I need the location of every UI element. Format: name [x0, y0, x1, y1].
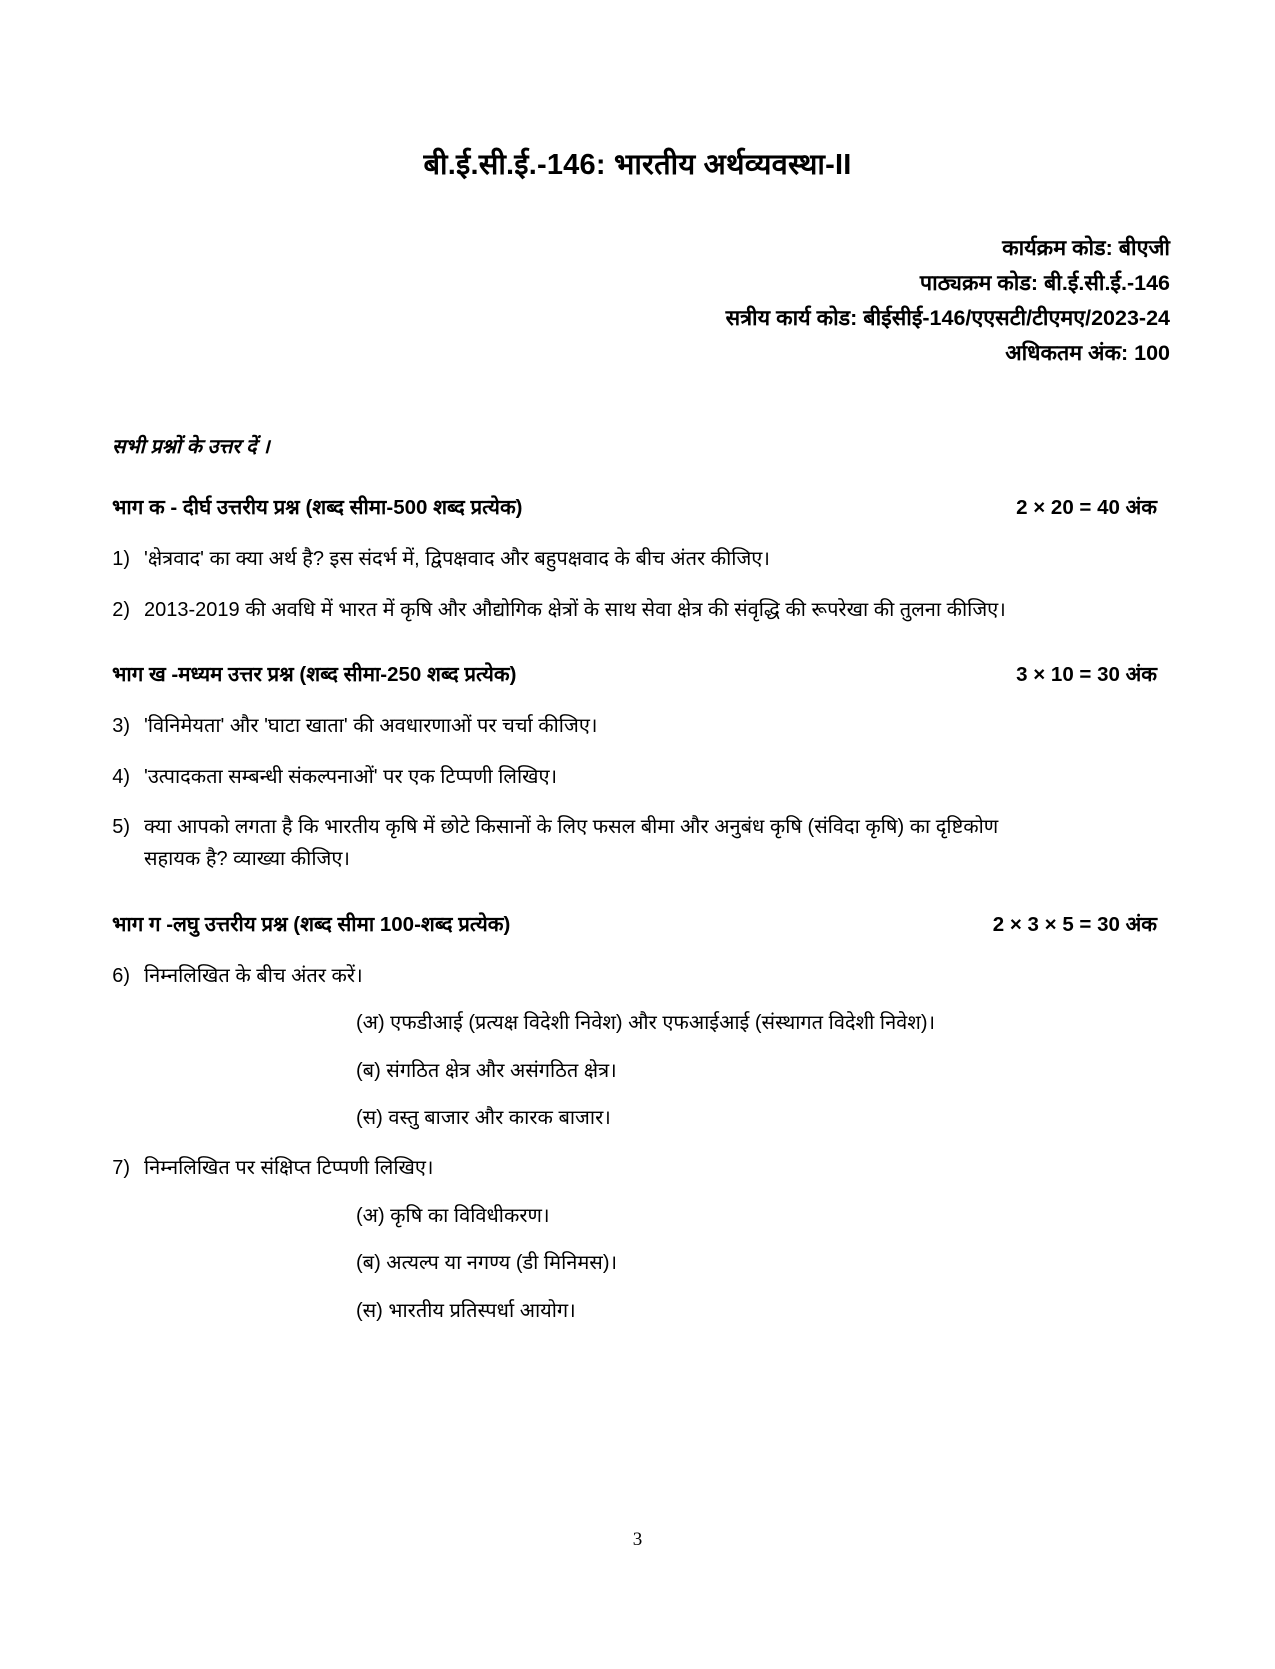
course-code: पाठ्यक्रम कोड: बी.ई.सी.ई.-146 — [919, 270, 1170, 295]
question-subitem: (अ) कृषि का विविधीकरण। — [356, 1204, 550, 1227]
question-item — [100, 543, 1175, 575]
question-number: 4) — [112, 765, 130, 788]
question-text: क्या आपको लगता है कि भारतीय कृषि में छोटे किसानों के लिए फसल बीमा और अनुबंध कृषि (संविदा कृषि) का दृष्टिकोण सहायक है? व्याख्या कीजिए। — [144, 815, 999, 871]
question-subitem: (स) भारतीय प्रतिस्पर्धा आयोग। — [356, 1299, 576, 1322]
section-title-b: भाग ख -मध्यम उत्तर प्रश्न (शब्द सीमा-250 शब्द प्रत्येक) — [112, 663, 517, 687]
section-title-a: भाग क - दीर्घ उत्तरीय प्रश्न (शब्द सीमा-500 शब्द प्रत्येक) — [112, 496, 523, 520]
section-part-a — [100, 493, 1175, 626]
question-number: 2) — [112, 598, 130, 621]
section-part-c — [100, 910, 1175, 1327]
question-text: 'उत्पादकता सम्बन्धी संकल्पनाओं' पर एक टिप्पणी लिखिए। — [144, 765, 558, 788]
question-item — [100, 710, 1175, 742]
section-heading-a — [100, 493, 1175, 521]
section-marks-c: 2 × 3 × 5 = 30 अंक — [992, 912, 1157, 936]
page-number: 3 — [632, 1529, 643, 1551]
question-text: 2013-2019 की अवधि में भारत में कृषि और औद्योगिक क्षेत्रों के साथ सेवा क्षेत्र की संवृद्धि की रूपरेखा की तुलना कीजिए। — [144, 598, 1006, 621]
question-number: 7) — [112, 1157, 130, 1180]
question-subitem: (अ) एफडीआई (प्रत्यक्ष विदेशी निवेश) और एफआईआई (संस्थागत विदेशी निवेश)। — [356, 1012, 936, 1035]
section-heading-c — [100, 910, 1175, 938]
question-subitem: (स) वस्तु बाजार और कारक बाजार। — [356, 1106, 611, 1129]
question-subitem: (ब) अत्यल्प या नगण्य (डी मिनिमस)। — [356, 1252, 618, 1275]
question-text: निम्नलिखित के बीच अंतर करें। — [144, 964, 363, 987]
maximum-marks: अधिकतम अंक: 100 — [1005, 340, 1170, 365]
page-title: बी.ई.सी.ई.-146: भारतीय अर्थव्यवस्था-II — [423, 149, 852, 182]
program-code: कार्यक्रम कोड: बीएजी — [1002, 236, 1170, 261]
section-heading-b — [100, 660, 1175, 688]
question-item — [100, 960, 1175, 992]
general-instruction: सभी प्रश्नों के उत्तर दें । — [112, 436, 270, 459]
question-text: 'विनिमेयता' और 'घाटा खाता' की अवधारणाओं पर चर्चा कीजिए। — [144, 715, 598, 738]
question-list-c — [100, 960, 1175, 1327]
question-item — [100, 594, 1175, 626]
question-number: 1) — [112, 548, 130, 571]
question-number: 5) — [112, 815, 130, 838]
assignment-code: सत्रीय कार्य कोड: बीईसीई-146/एएसटी/टीएमए/2023-24 — [725, 305, 1170, 330]
question-item — [100, 1152, 1175, 1184]
section-marks-a: 2 × 20 = 40 अंक — [1016, 496, 1157, 520]
section-title-c: भाग ग -लघु उत्तरीय प्रश्न (शब्द सीमा 100-शब्द प्रत्येक) — [112, 912, 511, 936]
question-list-b — [100, 710, 1175, 876]
question-number: 6) — [112, 964, 130, 987]
document-page — [0, 19, 1275, 1669]
section-marks-b: 3 × 10 = 30 अंक — [1016, 663, 1157, 687]
question-text: निम्नलिखित पर संक्षिप्त टिप्पणी लिखिए। — [144, 1157, 434, 1180]
question-item — [100, 811, 1175, 876]
section-part-b — [100, 660, 1175, 876]
course-code-block — [100, 231, 1175, 370]
question-text: 'क्षेत्रवाद' का क्या अर्थ है? इस संदर्भ में, द्विपक्षवाद और बहुपक्षवाद के बीच अंतर कीजिए। — [144, 548, 770, 571]
question-list-a — [100, 543, 1175, 626]
question-subitem: (ब) संगठित क्षेत्र और असंगठित क्षेत्र। — [356, 1059, 617, 1082]
question-item — [100, 761, 1175, 793]
question-number: 3) — [112, 715, 130, 738]
